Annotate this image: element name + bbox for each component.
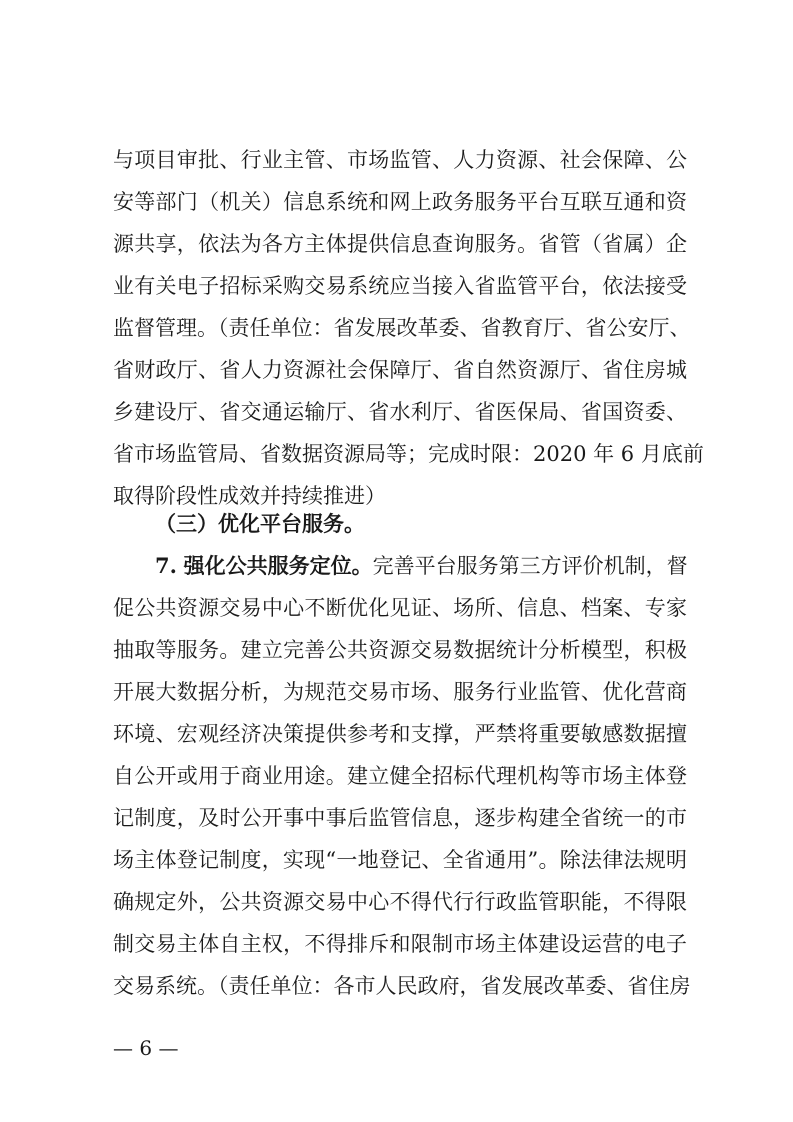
body-line-4: 业有关电子招标采购交易系统应当接入省监管平台，依法接受: [113, 274, 687, 298]
item-title: 强化公共服务定位。: [183, 553, 373, 578]
item-line-4: 环境、宏观经济决策提供参考和支撑，严禁将重要敏感数据擅: [113, 722, 687, 746]
item-line-9: 制交易主体自主权，不得排斥和限制市场主体建设运营的电子: [113, 932, 687, 956]
item-first-line-text: 完善平台服务第三方评价机制，督: [372, 554, 688, 578]
body-line-2: 安等部门（机关）信息系统和网上政务服务平台互联互通和资: [113, 190, 687, 214]
body-line-3: 源共享，依法为各方主体提供信息查询服务。省管（省属）企: [113, 232, 687, 256]
body-line-1: 与项目审批、行业主管、市场监管、人力资源、社会保障、公: [113, 148, 687, 172]
item-line-3: 开展大数据分析，为规范交易市场、服务行业监管、优化营商: [113, 680, 687, 704]
item-line-10: 交易系统。（责任单位：各市人民政府，省发展改革委、省住房: [113, 974, 691, 998]
item-line-6: 记制度，及时公开事中事后监管信息，逐步构建全省统一的市: [113, 806, 687, 830]
item-line-8: 确规定外，公共资源交易中心不得代行行政监管职能，不得限: [113, 890, 687, 914]
body-line-5: 监督管理。（责任单位：省发展改革委、省教育厅、省公安厅、: [113, 316, 691, 340]
page-number: — 6 —: [113, 1036, 179, 1060]
item-line-1: 促公共资源交易中心不断优化见证、场所、信息、档案、专家: [113, 596, 687, 620]
body-line-7: 乡建设厅、省交通运输厅、省水利厅、省医保局、省国资委、: [113, 400, 687, 424]
body-line-6: 省财政厅、省人力资源社会保障厅、省自然资源厅、省住房城: [113, 358, 687, 382]
item-number: 7.: [155, 553, 177, 578]
item-line-5: 自公开或用于商业用途。建立健全招标代理机构等市场主体登: [113, 764, 687, 788]
body-line-8: 省市场监管局、省数据资源局等；完成时限：2020 年 6 月底前: [113, 442, 704, 466]
item-7-first-line: [155, 552, 687, 580]
item-line-7: 场主体登记制度，实现“一地登记、全省通用”。除法律法规明: [113, 848, 687, 872]
section-heading: （三）优化平台服务。: [155, 511, 365, 536]
body-line-9: 取得阶段性成效并持续推进）: [113, 484, 386, 508]
item-line-2: 抽取等服务。建立完善公共资源交易数据统计分析模型，积极: [113, 638, 687, 662]
